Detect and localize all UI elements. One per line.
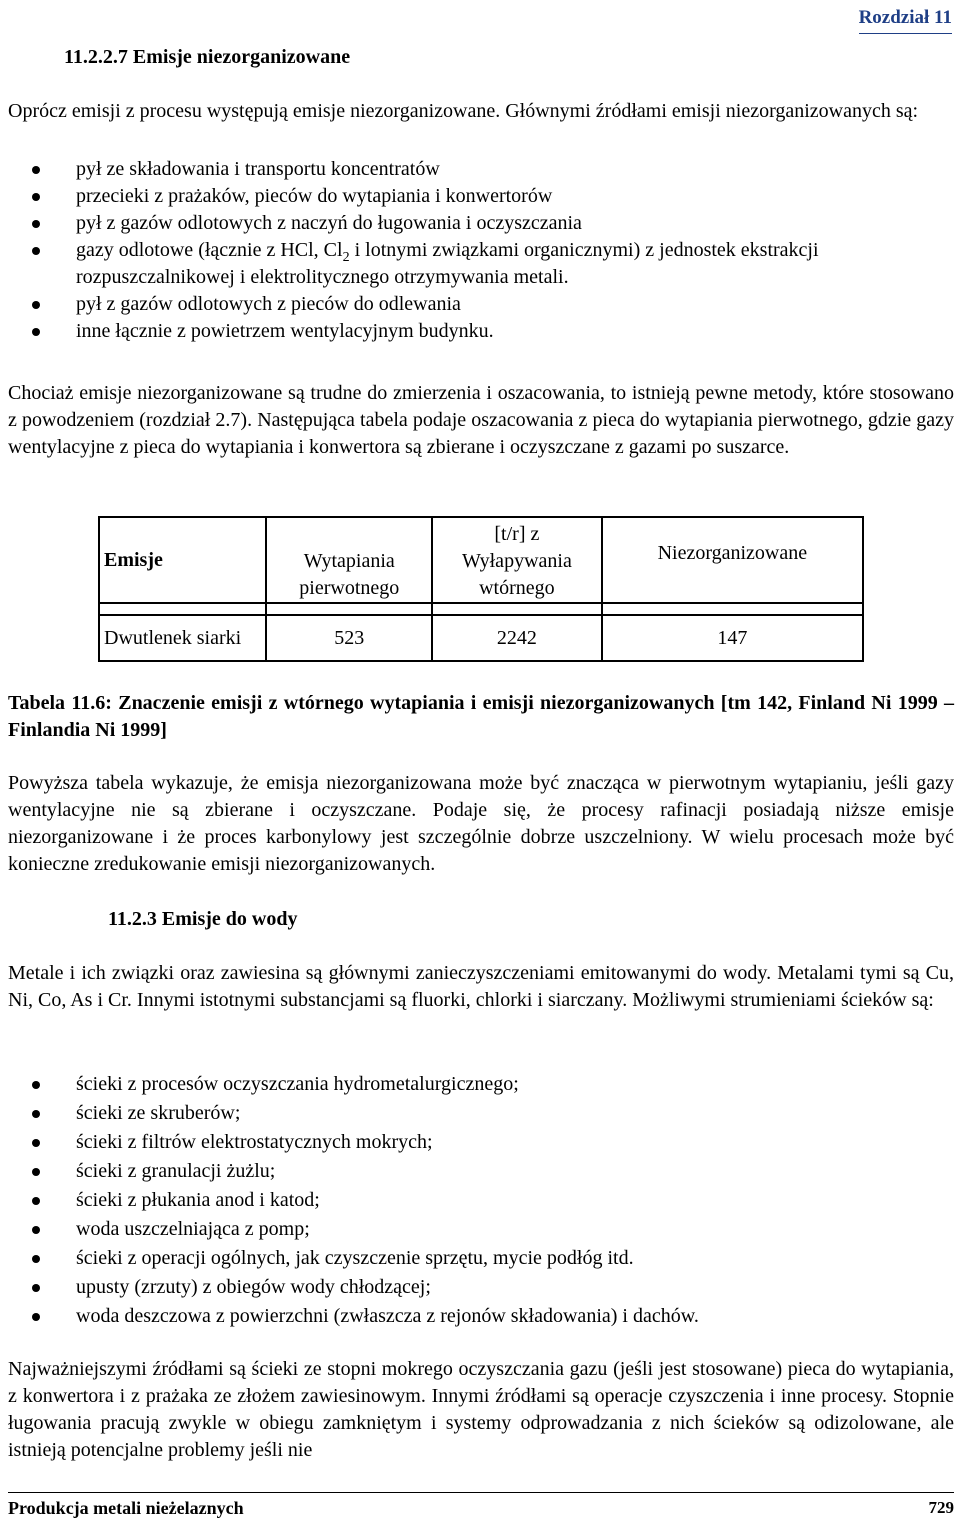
list-item: przecieki z prażaków, pieców do wytapiania i konwertorów [8,183,954,210]
table-cell-name: Dwutlenek siarki [99,615,266,661]
bullet-icon [32,301,40,309]
table-caption: Tabela 11.6: Znaczenie emisji z wtórnego wytapiania i emisji niezorganizowanych [tm 142, Finland Ni 1999 – Finlandia Ni 1999] [8,692,954,741]
bullet-icon [32,1168,40,1176]
list-item: ścieki ze skruberów; [8,1099,954,1128]
bullet-icon [32,193,40,201]
table-header-primary: Wytapiania pierwotnego [266,517,432,603]
table-header-fugitive: Niezorganizowane [602,517,863,603]
list-item: ścieki z filtrów elektrostatycznych mokrych; [8,1128,954,1157]
bullet-icon [32,1284,40,1292]
bullet-icon [32,1255,40,1263]
chapter-label: Rozdział 11 [859,4,952,34]
list-item: upusty (zrzuty) z obiegów wody chłodzącej; [8,1273,954,1302]
table-header-unit: [t/r] z [494,523,540,545]
section-heading-water-emissions: 11.2.3 Emisje do wody [108,908,298,930]
page-number: 729 [928,1498,954,1517]
list-item: woda uszczelniająca z pomp; [8,1215,954,1244]
paragraph-water-intro: Metale i ich związki oraz zawiesina są głównymi zanieczyszczeniami emitowanymi do wody. Metalami tymi są Cu, Ni, Co, As i Cr. Innymi istotnymi substancjami są fluorki, chlorki i siarczany. Możliwymi strumieniami ścieków są: [8,962,954,1011]
table-cell-fugitive: 147 [602,615,863,661]
bullet-icon [32,166,40,174]
list-item: pył z gazów odlotowych z pieców do odlewania [8,291,954,318]
footer-title: Produkcja metali nieżelaznych [8,1498,244,1518]
table-row [99,615,863,661]
bullet-icon [32,1110,40,1118]
fugitive-sources-list [8,156,954,345]
table-spacer-row [99,603,863,615]
bullet-icon [32,1226,40,1234]
paragraph-main-sources: Najważniejszymi źródłami są ścieki ze stopni mokrego oczyszczania gazu (jeśli jest stosowane) pieca do wytapiania, z konwertora i z prażaka ze złożem zawiesinowym. Innymi źródłami są operacje czyszczenia i inne procesy. Stopnie ługowania pracują zwykle w obiegu zamkniętym i systemy odprowadzania z nich ścieków są odizolowane, ale istnieją potencjalne problemy jeśli nie [8,1358,954,1461]
table-cell-primary: 523 [266,615,432,661]
table-header-row [99,517,863,603]
list-item: gazy odlotowe (łącznie z HCl, $Cl_2$ i lotnymi związkami organicznymi) z jednostek ekstrakcji rozpuszczalnikowej i elektrolitycznego otrzymywania metali. [8,237,954,291]
list-item: woda deszczowa z powierzchni (zwłaszcza z rejonów składowania) i dachów. [8,1302,954,1331]
table-cell-secondary: 2242 [432,615,602,661]
list-item: inne łącznie z powietrzem wentylacyjnym budynku. [8,318,954,345]
paragraph-intro: Oprócz emisji z procesu występują emisje niezorganizowane. Głównymi źródłami emisji niezorganizowanych są: [8,100,919,122]
bullet-icon [32,1197,40,1205]
list-item: ścieki z płukania anod i katod; [8,1186,954,1215]
list-item: ścieki z granulacji żużlu; [8,1157,954,1186]
bullet-icon [32,247,40,255]
table-header-emissions: Emisje [99,517,266,603]
section-heading-emissions-fugitive: 11.2.2.7 Emisje niezorganizowane [64,46,351,68]
paragraph-estimates: Chociaż emisje niezorganizowane są trudne do zmierzenia i oszacowania, to istnieją pewne metody, które stosowano z powodzeniem (rozdział 2.7). Następująca tabela podaje oszacowania z pieca do wytapiania pierwotnego, gdzie gazy wentylacyjne z pieca do wytapiania i konwertora są zbierane i oczyszczane z gazami po suszarce. [8,382,954,458]
list-item: ścieki z operacji ogólnych, jak czyszczenie sprzętu, mycie podłóg itd. [8,1244,954,1273]
bullet-icon [32,1139,40,1147]
emissions-table [98,516,864,662]
bullet-icon [32,1313,40,1321]
list-item: pył z gazów odlotowych z naczyń do ługowania i oczyszczania [8,210,954,237]
bullet-icon [32,1081,40,1089]
table-header-secondary: [t/r] z Wyłapywania wtórnego [432,517,602,603]
bullet-icon [32,220,40,228]
bullet-icon [32,328,40,336]
footer-divider [8,1492,954,1493]
paragraph-table-analysis: Powyższa tabela wykazuje, że emisja niezorganizowana może być znacząca w pierwotnym wytapianiu, jeśli gazy wentylacyjne nie są zbierane i oczyszczane. Podaje się, że procesy rafinacji posiadają niższe emisje niezorganizowane i że proces karbonylowy jest szczególnie dobrze uszczelniony. W wielu procesach może być konieczne zredukowanie emisji niezorganizowanych. [8,772,954,875]
wastewater-streams-list [8,1070,954,1331]
list-item: pył ze składowania i transportu koncentratów [8,156,954,183]
list-item: ścieki z procesów oczyszczania hydrometalurgicznego; [8,1070,954,1099]
